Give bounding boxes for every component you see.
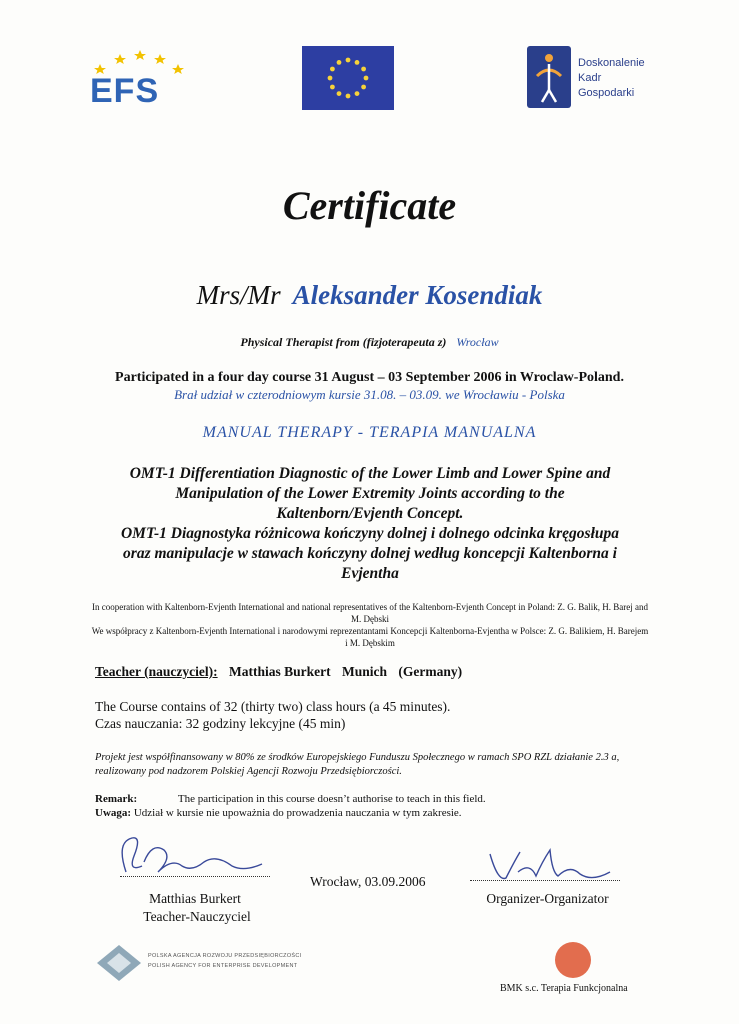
dkg-line-2: Kadr (578, 72, 602, 84)
organizer-role: Organizer-Organizator (486, 891, 609, 906)
course-description-line: Manipulation of the Lower Extremity Joints according to the (175, 485, 565, 502)
profession-label: Physical Therapist from (fizjoterapeuta z) (240, 335, 447, 349)
certificate-title: Certificate (282, 183, 457, 228)
remark-pl-label: Uwaga: (95, 807, 132, 819)
project-funding-note: Projekt jest współfinansowany w 80% ze środków Europejskiego Funduszu Społecznego w ramach SPO RZL działanie 2.3 a, realizowany pod nadzorem Polskiej Agencji Rozwoju Przedsiębiorczości. (95, 752, 620, 777)
course-description-line: Evjentha (341, 565, 399, 582)
efs-letters: EFS (90, 72, 160, 110)
parp-line-1: POLSKA AGENCJA ROZWOJU PRZEDSIĘBIORCZOŚCI (148, 953, 302, 959)
remark-pl-text: Udział w kursie nie upoważnia do prowadzenia nauczania w tym zakresie. (133, 807, 462, 819)
course-title: MANUAL THERAPY - TERAPIA MANUALNA (202, 424, 537, 441)
course-description-line: OMT-1 Differentiation Diagnostic of the Lower Limb and Lower Spine and (129, 465, 611, 482)
efs-stars-icon (90, 50, 190, 74)
teacher-line (95, 664, 462, 680)
signature-line-right (470, 880, 620, 881)
teacher-label: Teacher (nauczyciel): (95, 664, 218, 679)
organizer-signature (480, 842, 620, 890)
teacher-signature-name: Matthias Burkert (149, 891, 241, 906)
remark-en-label: Remark: (95, 793, 138, 805)
dkg-line-1: Doskonalenie (578, 57, 645, 69)
teacher-signature-role: Teacher-Nauczyciel (143, 909, 251, 924)
hours-pl: Czas nauczania: 32 godziny lekcyjne (45 min) (95, 716, 346, 731)
recipient-line (0, 280, 739, 311)
teacher-name: Matthias Burkert (228, 664, 331, 679)
remark-en (95, 793, 486, 805)
profession-city: Wrocław (456, 335, 499, 349)
remark-pl (95, 807, 462, 819)
teacher-signature (112, 832, 272, 888)
signature-line-left (120, 876, 270, 877)
course-description-line: OMT-1 Diagnostyka różnicowa kończyny dolnej i dolnego odcinka kręgosłupa (120, 525, 620, 542)
profession-line (0, 335, 739, 350)
eu-stars-icon (302, 46, 394, 110)
course-description (80, 464, 660, 584)
dkg-line-3: Gospodarki (578, 87, 635, 99)
teacher-city: Munich (341, 664, 387, 679)
teacher-country: (Germany) (398, 664, 463, 679)
course-description-line: Kaltenborn/Evjenth Concept. (276, 505, 464, 522)
efs-logo (90, 50, 190, 112)
parp-logo-text (148, 951, 302, 971)
course-description-line: oraz manipulacje w stawach kończyny dolnej według koncepcji Kaltenborna i (123, 545, 617, 562)
parp-logo-icon (95, 943, 143, 983)
place-date: Wrocław, 03.09.2006 (310, 874, 426, 889)
participation-en: Participated in a four day course 31 August – 03 September 2006 in Wroclaw-Poland. (115, 370, 624, 385)
rzl-figure-icon (527, 46, 571, 108)
cooperation-pl: We współpracy z Kaltenborn-Evjenth International i narodowymi reprezentantami Koncepcji Kaltenborna-Evjentha w Polsce: Z. G. Balikiem, H. Barejem i M. Dębskim (91, 626, 649, 648)
recipient-honorific: Mrs/Mr (196, 280, 281, 310)
dkg-logo-text (578, 56, 645, 101)
bmk-logo-text: BMK s.c. Terapia Funkcjonalna (500, 983, 628, 994)
hours-en: The Course contains of 32 (thirty two) class hours (a 45 minutes). (95, 699, 451, 714)
recipient-name: Aleksander Kosendiak (292, 280, 543, 310)
eu-flag-logo (302, 46, 394, 110)
parp-line-2: POLISH AGENCY FOR ENTERPRISE DEVELOPMENT (148, 963, 298, 969)
remark-en-text: The participation in this course doesn’t authorise to teach in this field. (177, 793, 486, 805)
dkg-logo-mark (527, 46, 571, 108)
participation-pl: Brał udział w czterodniowym kursie 31.08. – 03.09. we Wrocławiu - Polska (174, 387, 565, 402)
cooperation-en: In cooperation with Kaltenborn-Evjenth International and national representatives of the Kaltenborn-Evjenth Concept in Poland: Z. G. Balik, H. Barej and M. Dębski (91, 602, 649, 624)
bmk-logo-icon (555, 942, 591, 978)
